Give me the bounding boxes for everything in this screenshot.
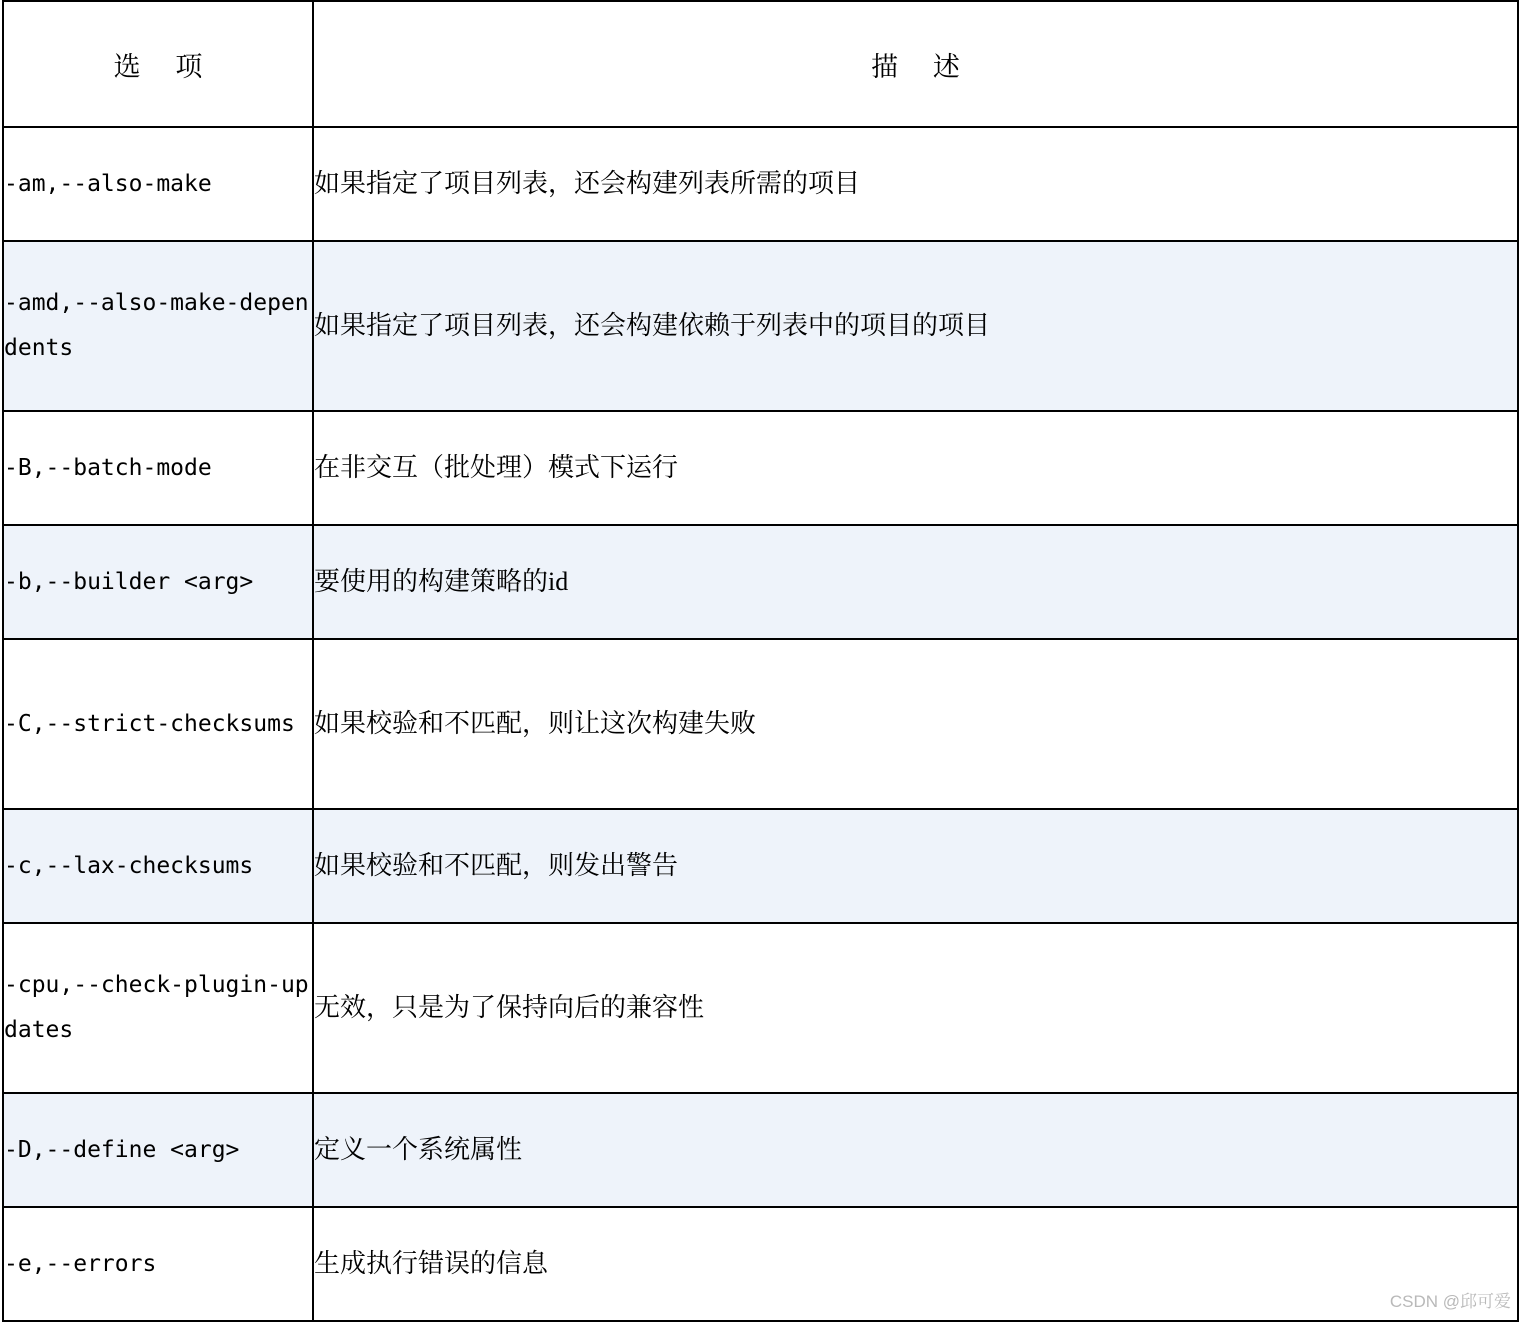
option-cell: -am,--also-make [3,127,313,241]
table-row [3,809,1518,923]
table-row [3,639,1518,809]
table-row [3,1207,1518,1321]
option-cell: -C,--strict-checksums [3,639,313,809]
maven-options-table [2,0,1519,1322]
column-header-description [313,1,1518,127]
table-row [3,525,1518,639]
description-cell: 要使用的构建策略的id [313,525,1518,639]
description-cell: 如果校验和不匹配，则发出警告 [313,809,1518,923]
column-header-description-label: 描 述 [871,51,974,82]
option-cell: -B,--batch-mode [3,411,313,525]
option-cell: -D,--define <arg> [3,1093,313,1207]
description-cell: 生成执行错误的信息 [313,1207,1518,1321]
description-cell: 在非交互（批处理）模式下运行 [313,411,1518,525]
description-cell: 无效，只是为了保持向后的兼容性 [313,923,1518,1093]
table-header-row [3,1,1518,127]
option-cell: -c,--lax-checksums [3,809,313,923]
description-cell: 如果指定了项目列表，还会构建依赖于列表中的项目的项目 [313,241,1518,411]
column-header-option-label: 选 项 [113,51,217,82]
option-cell: -amd,--also-make-dependents [3,241,313,411]
table-row [3,411,1518,525]
option-cell: -e,--errors [3,1207,313,1321]
description-cell: 如果校验和不匹配，则让这次构建失败 [313,639,1518,809]
option-cell: -cpu,--check-plugin-updates [3,923,313,1093]
description-cell: 如果指定了项目列表，还会构建列表所需的项目 [313,127,1518,241]
table-row [3,1093,1518,1207]
description-cell: 定义一个系统属性 [313,1093,1518,1207]
column-header-option [3,1,313,127]
table-row [3,923,1518,1093]
table-row [3,241,1518,411]
watermark: CSDN @邱可爱 [1389,1292,1511,1311]
table-row [3,127,1518,241]
option-cell: -b,--builder <arg> [3,525,313,639]
